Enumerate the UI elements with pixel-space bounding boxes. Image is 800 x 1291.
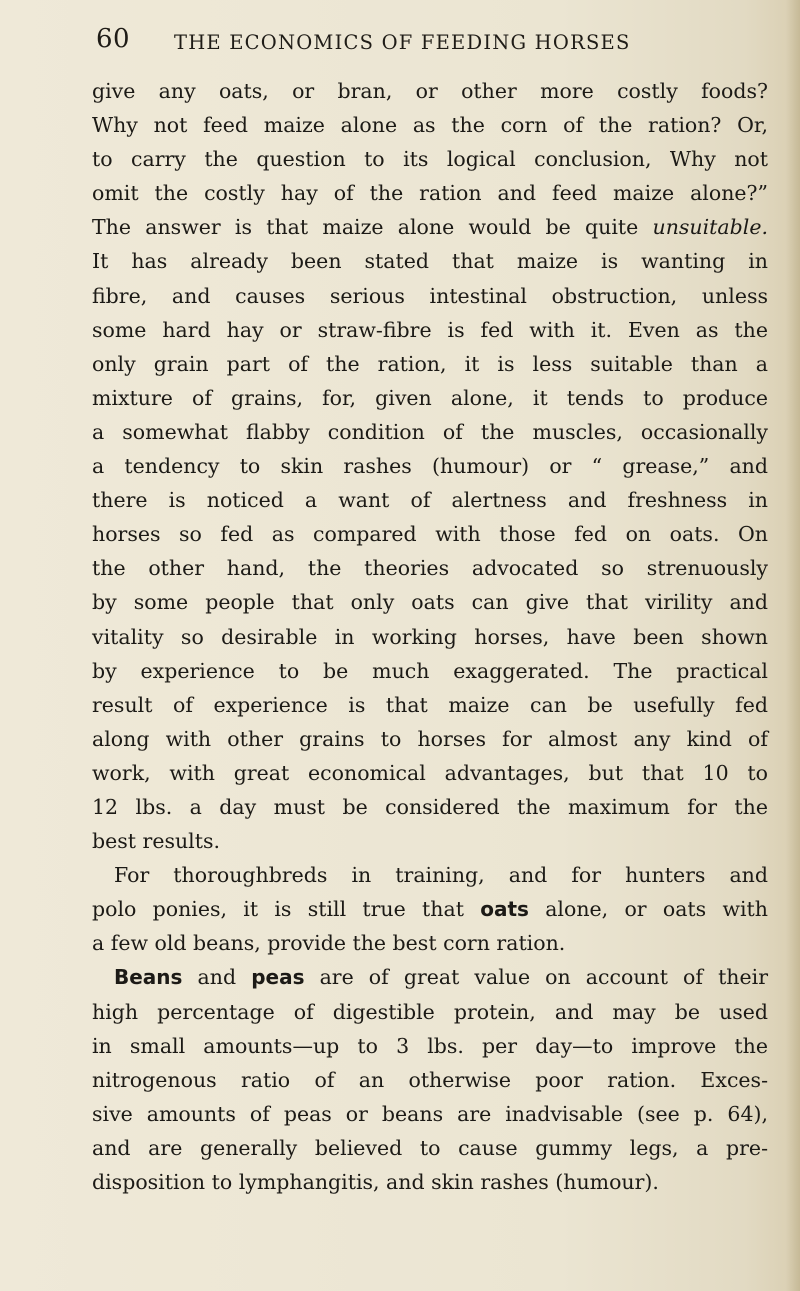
bold-term-peas: peas (251, 965, 305, 990)
text-line: high percentage of digestible protein, and may be used (92, 999, 768, 1024)
text-line: fibre, and causes serious intestinal obstruction, unless (92, 283, 768, 308)
text-line: disposition to lymphangitis, and skin rashes (humour). (92, 1170, 659, 1194)
text-line: in small amounts—up to 3 lbs. per day—to improve the (92, 1033, 768, 1058)
running-title: THE ECONOMICS OF FEEDING HORSES (174, 31, 631, 54)
page-header (96, 24, 720, 64)
text-segment: and (197, 965, 237, 990)
text-line: horses so fed as compared with those fed on oats. On (92, 522, 768, 547)
text-line: only grain part of the ration, it is less suitable than a (92, 351, 768, 376)
text-line: by some people that only oats can give that virility and (92, 590, 768, 615)
bold-term-oats: oats (480, 897, 529, 922)
text-line: some hard hay or straw-fibre is fed with it. Even as the (92, 317, 768, 342)
text-line: by experience to be much exaggerated. The practical (92, 658, 768, 683)
text-line: there is noticed a want of alertness and freshness in (92, 488, 768, 513)
text-line: vitality so desirable in working horses, have been shown (92, 624, 768, 649)
text-line: the other hand, the theories advocated so strenuously (92, 556, 768, 581)
text-line: It has already been stated that maize is wanting in (92, 249, 768, 274)
text-line: best results. (92, 829, 221, 854)
page-number: 60 (96, 24, 131, 54)
text-line: to carry the question to its logical conclusion, Why not (92, 147, 768, 172)
text-line: result of experience is that maize can be usefully fed (92, 692, 768, 717)
text-line (92, 210, 768, 244)
text-line: 12 lbs. a day must be considered the maximum for the (92, 794, 768, 819)
text-line: a somewhat flabby condition of the muscles, occasionally (92, 419, 768, 444)
text-line: a few old beans, provide the best corn ration. (92, 931, 566, 956)
bold-term-beans: Beans (114, 965, 183, 990)
text-line: sive amounts of peas or beans are inadvisable (see p. 64), (92, 1101, 768, 1126)
text-segment: alone, or oats with (545, 897, 768, 922)
page-edge-shadow (786, 0, 800, 1291)
text-line (92, 960, 768, 994)
text-segment: polo ponies, it is still true that (92, 897, 464, 922)
text-segment: The answer is that maize alone would be quite (92, 215, 639, 240)
text-line: and are generally believed to cause gummy legs, a pre- (92, 1135, 768, 1160)
text-line: nitrogenous ratio of an otherwise poor ration. Exces- (92, 1067, 768, 1092)
text-line: For thoroughbreds in training, and for hunters and (114, 863, 768, 888)
text-line: give any oats, or bran, or other more costly foods? (92, 79, 768, 103)
text-line: a tendency to skin rashes (humour) or “ grease,” and (92, 454, 768, 479)
text-line (92, 892, 768, 926)
text-line: omit the costly hay of the ration and feed maize alone?” (92, 181, 768, 206)
text-line: Why not feed maize alone as the corn of the ration? Or, (92, 113, 768, 138)
emphasis-unsuitable: unsuitable. (652, 215, 768, 240)
text-segment: are of great value on account of their (319, 965, 768, 990)
body-text (92, 74, 768, 1199)
text-line: along with other grains to horses for almost any kind of (92, 726, 768, 751)
text-line: work, with great economical advantages, but that 10 to (92, 760, 768, 785)
text-line: mixture of grains, for, given alone, it tends to produce (92, 385, 768, 410)
